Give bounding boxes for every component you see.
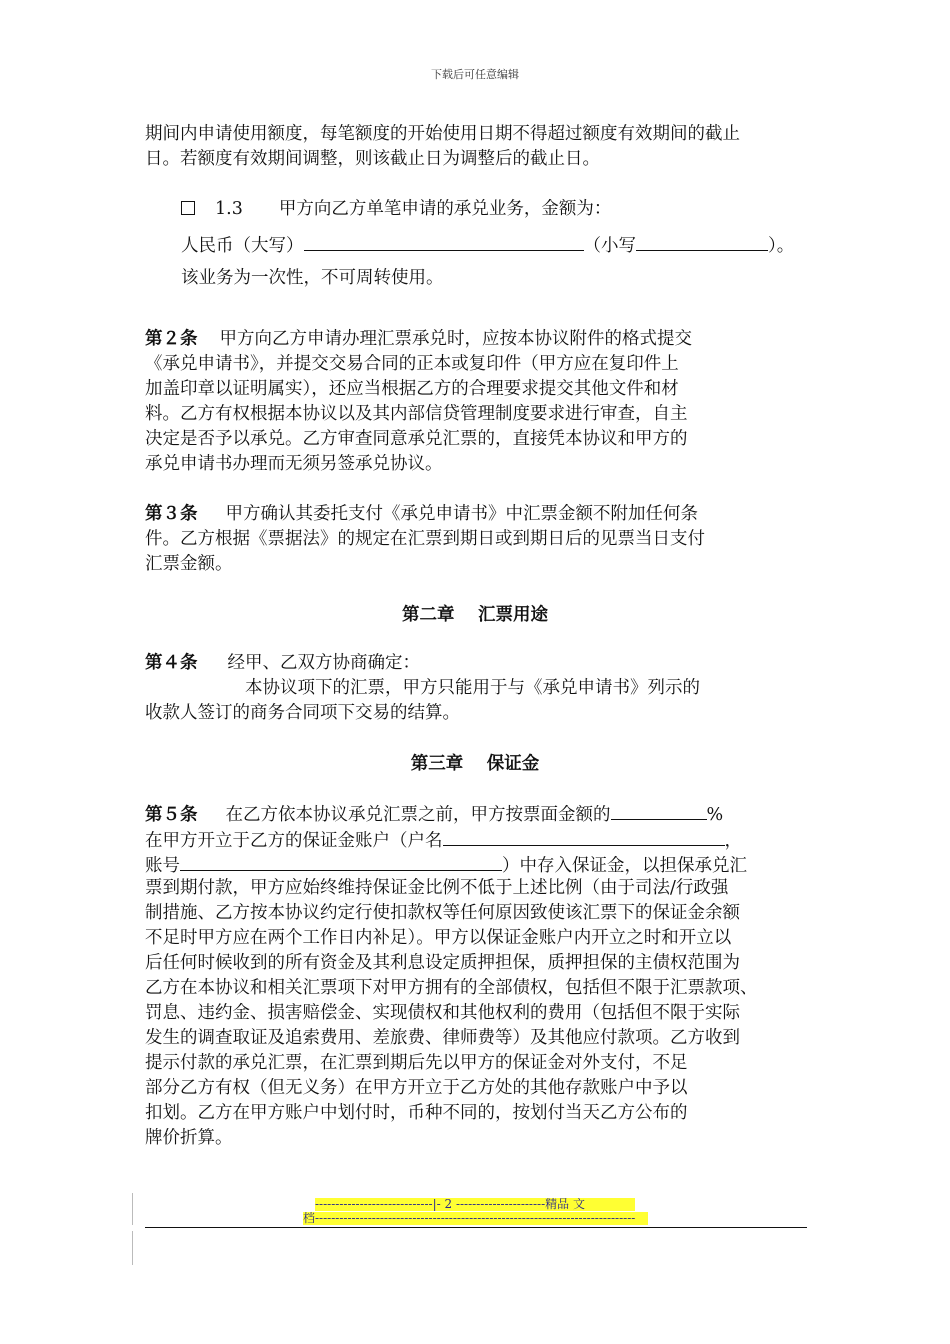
art4-title: 第４条: [145, 653, 198, 673]
art4-line-3: 收款人签订的商务合同项下交易的结算。: [145, 703, 460, 723]
checkbox[interactable]: [181, 201, 195, 215]
art5-line-10: 发生的调查取证及追索费用、差旅费、律师费等）及其他应付款项。乙方收到: [145, 1028, 740, 1048]
art3-line-2: 件。乙方根据《票据法》的规定在汇票到期日或到期日后的见票当日支付: [145, 529, 705, 549]
art5-line-6: 不足时甲方应在两个工作日内补足）。甲方以保证金账户内开立之时和开立以: [145, 928, 732, 948]
art5-line-3: 账号 ）中存入保证金，以担保承兑汇: [145, 851, 815, 880]
footer-page-number: -----------------------------|- 2 ----------------------精品 文: [315, 1198, 635, 1211]
art5-line-7: 后任何时候收到的所有资金及其利息设定质押担保，质押担保的主债权范围为: [145, 953, 740, 973]
art2-title: 第２条: [145, 329, 198, 349]
art3-line-3: 汇票金额。: [145, 554, 233, 574]
art5-line-4: 票到期付款，甲方应始终维持保证金比例不低于上述比例（由于司法/行政强: [145, 878, 729, 898]
clause-text: 甲方向乙方单笔申请的承兑业务，金额为：: [278, 199, 612, 219]
clause-number: 1.3: [215, 199, 243, 219]
clause-note: 该业务为一次性，不可周转使用。: [181, 268, 444, 288]
small-label: （小写: [583, 236, 636, 256]
art2-line-5: 决定是否予以承兑。乙方审查同意承兑汇票的，直接凭本协议和甲方的: [145, 429, 688, 449]
account-name-blank[interactable]: [443, 826, 725, 846]
chapter-3-title: 第三章 保证金: [410, 754, 540, 774]
footer-rule: [145, 1227, 807, 1228]
margin-bar-upper: [132, 1193, 133, 1225]
amount-figures-blank[interactable]: [636, 231, 768, 251]
art2-line-3: 加盖印章以证明属实），还应当根据乙方的合理要求提交其他文件和材: [145, 379, 679, 399]
art2-line-1: 第２条 甲方向乙方申请办理汇票承兑时，应按本协议附件的格式提交: [145, 329, 692, 349]
art5-line-9: 罚息、违约金、损害赔偿金、实现债权和其他权利的费用（包括但不限于实际: [145, 1003, 740, 1023]
page-header: 下载后可任意编辑: [431, 68, 519, 81]
amount-line: [181, 231, 794, 260]
art3-title: 第３条: [145, 504, 198, 524]
chapter-2-title: 第二章 汇票用途: [401, 605, 549, 625]
art4-line-2: 本协议项下的汇票，甲方只能用于与《承兑申请书》列示的: [245, 678, 700, 698]
rmb-label: 人民币（大写）: [181, 236, 304, 256]
art4-line-1: 第４条 经甲、乙双方协商确定：: [145, 653, 420, 673]
art2-line-4: 料。乙方有权根据本协议以及其内部信贷管理制度要求进行审查，自主: [145, 404, 688, 424]
art5-title: 第５条: [145, 805, 198, 825]
art5-line-13: 扣划。乙方在甲方账户中划付时，币种不同的，按划付当天乙方公布的: [145, 1103, 688, 1123]
margin-bar-lower: [132, 1231, 133, 1265]
art5-line-14: 牌价折算。: [145, 1128, 233, 1148]
clause-1-3: [181, 197, 611, 223]
art5-line-1: 第５条 在乙方依本协议承兑汇票之前，甲方按票面金额的 %: [145, 800, 815, 829]
account-number-blank[interactable]: [180, 851, 502, 871]
art2-line-6: 承兑申请书办理而无须另签承兑协议。: [145, 454, 443, 474]
art5-line-5: 制措施、乙方按本协议约定行使扣款权等任何原因致使该汇票下的保证金余额: [145, 903, 740, 923]
small-end: ）。: [768, 236, 795, 256]
art3-line-1: 第３条 甲方确认其委托支付《承兑申请书》中汇票金额不附加任何条: [145, 504, 698, 524]
intro-line-2: 日。若额度有效期间调整，则该截止日为调整后的截止日。: [145, 149, 600, 169]
art5-line-11: 提示付款的承兑汇票，在汇票到期后先以甲方的保证金对外支付，不足: [145, 1053, 688, 1073]
percent-sign: %: [706, 805, 724, 825]
footer-doc-label: 档-------------------------------------------------------------------------------: [303, 1212, 648, 1225]
art2-line-2: 《承兑申请书》，并提交交易合同的正本或复印件（甲方应在复印件上: [145, 354, 679, 374]
intro-line-1: 期间内申请使用额度，每笔额度的开始使用日期不得超过额度有效期间的截止: [145, 124, 740, 144]
art5-line-2: 在甲方开立于乙方的保证金账户（户名 ，: [145, 826, 815, 855]
art5-line-8: 乙方在本协议和相关汇票项下对甲方拥有的全部债权，包括但不限于汇票款项、: [145, 978, 758, 998]
art5-line-12: 部分乙方有权（但无义务）在甲方开立于乙方处的其他存款账户中予以: [145, 1078, 688, 1098]
percent-blank[interactable]: [611, 800, 707, 820]
amount-words-blank[interactable]: [304, 231, 584, 251]
